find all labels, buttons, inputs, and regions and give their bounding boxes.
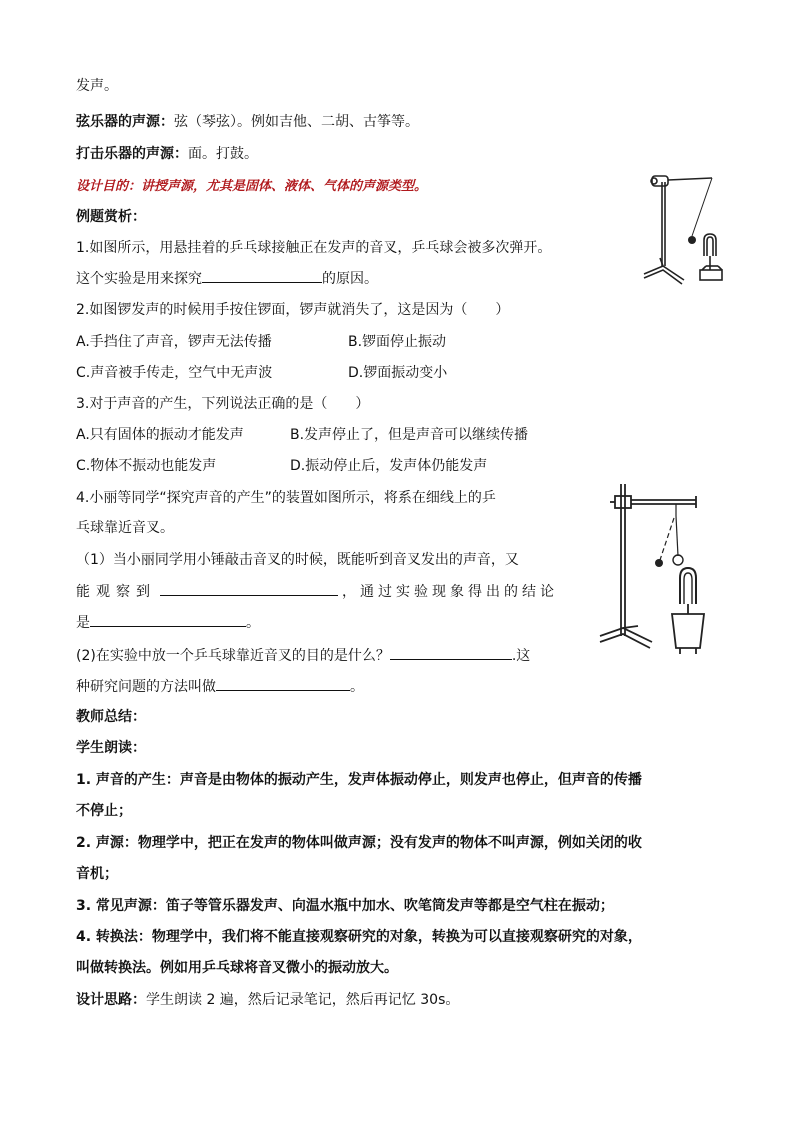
option-d[interactable]: D.振动停止后，发声体仍能发声 [290,458,488,474]
answer-blank[interactable] [216,676,350,691]
question-2: 2.如图锣发声的时候用手按住锣面，锣声就消失了，这是因为（ ） [76,302,510,318]
student-read: 学生朗读： [76,740,146,756]
option-b[interactable]: B.发声停止了，但是声音可以继续传播 [290,427,529,443]
summary-2-cont: 音机； [76,866,118,882]
question-4-1-conclusion: 是 。 [76,612,260,633]
design-idea [76,990,459,1010]
question-4-2: (2)在实验中放一个乒乓球靠近音叉的目的是什么？ .这 [76,645,530,666]
question-2-options-cd [76,363,447,383]
question-4: 4.小丽等同学“探究声音的产生”的装置如图所示，将系在细线上的乒 [76,490,496,506]
answer-blank[interactable] [160,581,338,596]
question-4-2-method: 种研究问题的方法叫做 。 [76,676,364,697]
option-a[interactable]: A.手挡住了声音，锣声无法传播 [76,334,272,350]
summary-1-cont: 不停止； [76,803,132,819]
question-3: 3.对于声音的产生，下列说法正确的是（ ） [76,396,370,412]
tuning-fork-pendulum-figure [632,170,724,290]
question-3-options-ab [76,425,528,445]
option-a[interactable]: A.只有固体的振动才能发声 [76,427,244,443]
summary-3: 3. 常见声源：笛子等管乐器发声、向温水瓶中加水、吹笔筒发声等都是空气柱在振动； [76,898,614,914]
question-3-options-cd [76,456,487,476]
teacher-summary: 教师总结： [76,709,146,725]
option-d[interactable]: D.锣面振动变小 [348,365,448,381]
label: 设计思路： [76,992,146,1008]
summary-4: 4. 转换法：物理学中，我们将不能直接观察研究的对象，转换为可以直接观察研究的对象， [76,929,642,945]
question-4-1: （1）当小丽同学用小锤敲击音叉的时候，既能听到音叉发出的声音，又 [76,552,519,568]
question-1: 1.如图所示，用悬挂着的乒乓球接触正在发声的音叉，乒乓球会被多次弹开。 [76,240,552,256]
text: 学生朗读 2 遍，然后记录笔记，然后再记忆 30s。 [146,992,460,1008]
label: 弦乐器的声源： [76,114,174,130]
answer-blank[interactable] [202,268,322,283]
summary-2: 2. 声源：物理学中，把正在发声的物体叫做声源；没有发声的物体不叫声源，例如关闭的收 [76,835,642,851]
option-b[interactable]: B.锣面停止振动 [348,334,447,350]
question-4-cont: 乓球靠近音叉。 [76,520,174,536]
question-1-blank-line: 这个实验是用来探究 的原因。 [76,268,378,289]
text: 弦（琴弦）。例如吉他、二胡、古筝等。 [174,114,419,130]
label: 打击乐器的声源： [76,146,188,162]
text-line [76,144,258,164]
option-c[interactable]: C.声音被手传走，空气中无声波 [76,365,273,381]
text-line: 发声。 [76,78,118,94]
answer-blank[interactable] [390,645,512,660]
sound-experiment-figure [596,476,706,662]
text: 面。打鼓。 [188,146,258,162]
design-purpose: 设计目的：讲授声源，尤其是固体、液体、气体的声源类型。 [76,179,428,194]
option-c[interactable]: C.物体不振动也能发声 [76,458,217,474]
summary-4-cont: 叫做转换法。例如用乒乓球将音叉微小的振动放大。 [76,960,398,976]
question-4-1-blank-line: 能观察到 ，通过实验现象得出的结论 [76,581,558,602]
answer-blank[interactable] [90,612,246,627]
example-title: 例题赏析： [76,209,146,225]
summary-1: 1. 声音的产生：声音是由物体的振动产生，发声体振动停止，则发声也停止，但声音的传播 [76,772,642,788]
question-2-options-ab [76,332,446,352]
text-line [76,112,419,132]
